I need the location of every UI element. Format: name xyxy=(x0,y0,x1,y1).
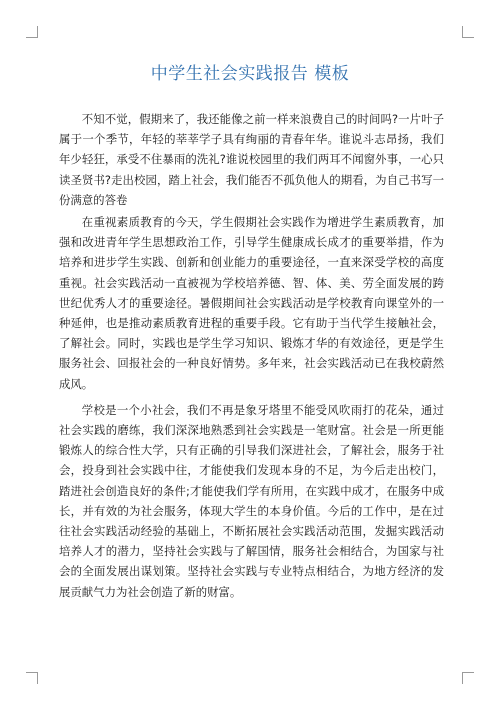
paragraph-1: 不知不觉，假期来了，我还能像之前一样来浪费自己的时间吗?一片叶子属于一个季节，年轻的莘莘学子具有绚丽的青春年华。谁说斗志昂扬，我们年少轻狂，承受不住暴雨的洗礼?谁说校园里的我们两耳不闻窗外事，一心只读圣贤书?走出校园，踏上社会，我们能否不孤负他人的期看，为自己书写一份满意的答卷 xyxy=(59,112,444,207)
document-body xyxy=(59,109,444,602)
paragraph-3: 学校是一个小社会，我们不再是象牙塔里不能受风吹雨打的花朵，通过社会实践的磨练，我们深深地熟悉到社会实践是一笔财富。社会是一所更能锻炼人的综合性大学，只有正确的引导我们深进社会，了解社会，服务于社会，投身到社会实践中往，才能使我们发现本身的不足，为今后走出校门，踏进社会创造良好的条件;才能使我们学有所用，在实践中成才，在服务中成长，并有效的为社会服务，体现大学生的本身价值。今后的工作中，是在过往社会实践活动经验的基础上，不断拓展社会实践活动范围，发掘实践活动培养人才的潜力，坚持社会实践与了解国情，服务社会相结合，为国家与社会的全面发展出谋划策。坚持社会实践与专业特点相结合，为地方经济的发展贡献气力为社会创造了新的财富。 xyxy=(59,402,444,599)
crop-mark-top-right xyxy=(462,26,474,38)
crop-mark-bottom-left xyxy=(26,672,38,684)
paragraph-2: 在重视素质教育的今天，学生假期社会实践作为增进学生素质教育，加强和改进青年学生思想政治工作，引导学生健康成长成才的重要举措，作为培养和进步学生实践、创新和创业能力的重要途径，一直来深受学校的高度重视。社会实践活动一直被视为学校培养德、智、体、美、劳全面发展的跨世纪优秀人才的重要途径。暑假期间社会实践活动是学校教育向课堂外的一种延伸，也是推动素质教育进程的重要手段。它有助于当代学生接触社会，了解社会。同时，实践也是学生学习知识、锻炼才华的有效途径，更是学生服务社会、回报社会的一种良好情势。多年来，社会实践活动已在我校蔚然成风。 xyxy=(59,215,444,391)
document-title: 中学生社会实践报告 模板 xyxy=(150,64,350,84)
crop-mark-bottom-right xyxy=(462,672,474,684)
crop-mark-top-left xyxy=(26,26,38,38)
